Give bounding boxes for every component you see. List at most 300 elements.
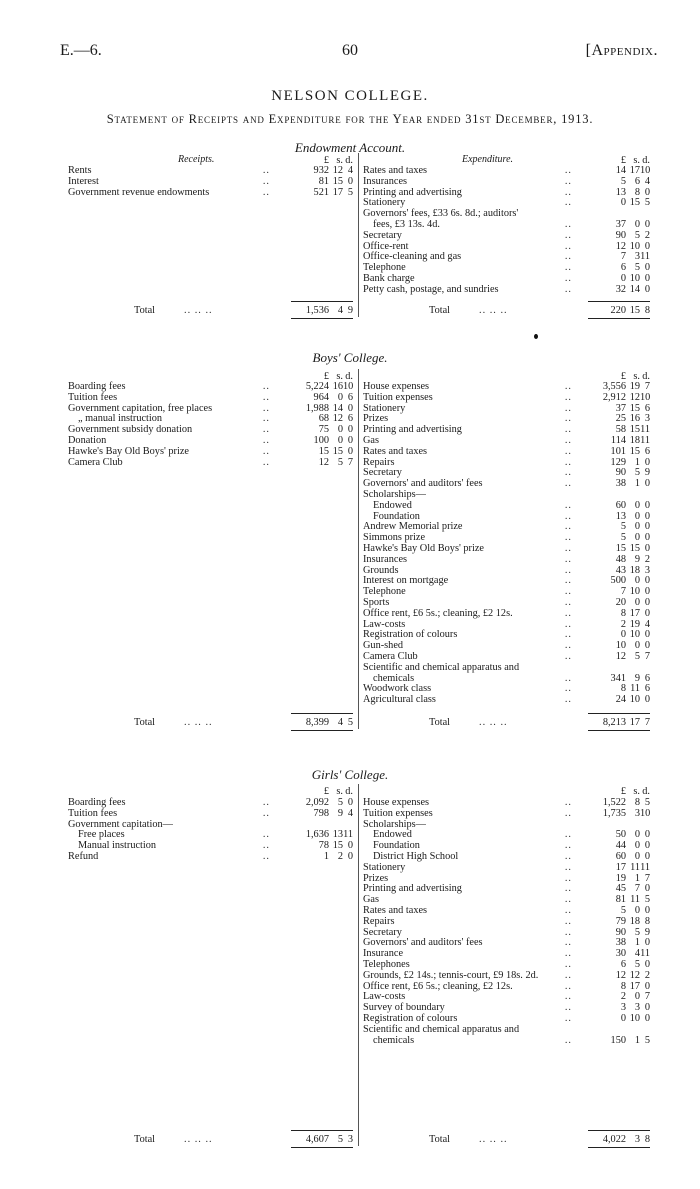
receipt-row-amount [268, 392, 353, 403]
amount-shillings: 4 [634, 948, 640, 960]
leader-dots: .. [564, 1013, 572, 1024]
amount-shillings: 10 [629, 629, 640, 641]
expenditure-row-amount [565, 241, 650, 252]
expenditure-row-amount [565, 413, 650, 424]
leader-dots: .. [564, 640, 572, 652]
receipt-row-amount [268, 413, 353, 424]
amount-shillings: 17 [629, 607, 640, 619]
leader-dots: .. [564, 467, 572, 479]
pence-head: d. [642, 155, 650, 166]
leader-dots: .. [564, 262, 572, 274]
amount-pence: 5 [644, 197, 650, 209]
row-label: Grounds [363, 564, 399, 576]
expenditure-row [363, 683, 572, 694]
expenditure-heading: Expenditure. [462, 154, 514, 165]
amount-pounds: 7 [620, 586, 626, 598]
amount-pounds: 90 [615, 467, 626, 479]
expenditure-row [363, 197, 572, 208]
expenditure-row [363, 413, 572, 424]
leader-dots: .. .. .. [479, 305, 508, 316]
expenditure-row-amount [565, 683, 650, 694]
row-label: Gun-shed [363, 640, 404, 652]
amount-pounds: 19 [615, 872, 626, 884]
expenditure-row-amount [565, 467, 650, 478]
amount-shillings: 15 [629, 305, 640, 316]
amount-pounds: 25 [615, 413, 626, 425]
receipt-row [68, 797, 270, 808]
pounds-head: £ [323, 371, 329, 382]
amount-pence: 3 [347, 1134, 353, 1145]
amount-pounds: 8 [620, 980, 626, 992]
expenditure-row-amount [565, 1024, 650, 1035]
expenditure-row [363, 651, 572, 662]
pounds-head: £ [620, 155, 626, 166]
row-label: Office-cleaning and gas [363, 251, 462, 263]
amount-pounds: 220 [610, 305, 626, 316]
row-label: Stationery [363, 861, 406, 873]
amount-pence: 0 [644, 543, 650, 554]
leader-dots: .. [262, 381, 270, 392]
expenditure-row [363, 640, 572, 651]
amount-pounds: 81 [318, 175, 329, 187]
amount-pence: 0 [644, 829, 650, 841]
expenditure-total-amount [565, 717, 650, 728]
amount-pence: 0 [644, 905, 650, 916]
receipt-row-amount [268, 457, 353, 468]
amount-pence: 0 [644, 1013, 650, 1024]
amount-shillings: 0 [337, 391, 343, 403]
amount-pounds: 2,092 [305, 797, 329, 808]
amount-shillings: 12 [332, 413, 343, 425]
amount-shillings: 0 [634, 575, 640, 587]
amount-shillings: 0 [634, 219, 640, 230]
amount-shillings: 5 [337, 456, 343, 468]
leader-dots: .. [564, 851, 572, 862]
amount-shillings: 0 [634, 532, 640, 544]
page-ref: E.—6. [60, 42, 102, 59]
leader-dots: .. [564, 694, 572, 706]
amount-pounds: 1,988 [305, 402, 329, 414]
ink-dot [534, 334, 538, 339]
expenditure-row [363, 619, 572, 630]
expenditure-row [363, 981, 572, 992]
row-label: House expenses [363, 797, 430, 808]
receipt-row-amount [268, 797, 353, 808]
amount-pence: 0 [644, 694, 650, 706]
expenditure-row [363, 873, 572, 884]
expenditure-row-amount [565, 694, 650, 705]
row-label: chemicals [373, 1034, 415, 1046]
amount-pounds: 2 [620, 618, 626, 630]
receipt-row [68, 851, 270, 862]
expenditure-row-amount [565, 543, 650, 554]
row-label: Telephone [363, 586, 406, 598]
amount-pence: 0 [644, 597, 650, 608]
expenditure-row-amount [565, 392, 650, 403]
receipt-row-amount [268, 187, 353, 198]
expenditure-row [363, 554, 572, 565]
expenditure-row [363, 694, 572, 705]
leader-dots: .. [564, 840, 572, 852]
amount-shillings: 1 [634, 872, 640, 884]
amount-pence: 0 [347, 797, 353, 808]
receipt-row-amount [268, 446, 353, 457]
expenditure-row [363, 521, 572, 532]
leader-dots: .. .. .. [479, 717, 508, 728]
boys-section-title: Boys' College. [312, 350, 388, 365]
amount-shillings: 0 [634, 597, 640, 608]
leader-dots: .. [262, 807, 270, 819]
leader-dots: .. [564, 521, 572, 533]
expenditure-row [363, 208, 572, 219]
amount-pounds: 8 [620, 607, 626, 619]
amount-pounds: 20 [615, 597, 626, 608]
amount-shillings: 12 [629, 391, 640, 403]
column-divider [358, 369, 359, 729]
document-subtitle: Statement of Receipts and Expenditure for the Year ended 31st December, 1913. [106, 112, 594, 126]
receipt-row-amount [268, 165, 353, 176]
amount-pounds: 1 [323, 851, 329, 862]
leader-dots: .. [564, 532, 572, 544]
row-label: Refund [68, 851, 99, 862]
row-label: Bank charge [363, 273, 415, 284]
expenditure-row [363, 262, 572, 273]
amount-shillings: 18 [629, 564, 640, 576]
amount-pence: 2 [644, 553, 650, 565]
leader-dots: .. [564, 510, 572, 522]
expenditure-row [363, 808, 572, 819]
row-label: Free places [78, 829, 125, 841]
total-rule-top [588, 1130, 650, 1131]
amount-pounds: 100 [313, 435, 329, 446]
expenditure-row-amount [565, 797, 650, 808]
amount-pence: 0 [644, 262, 650, 274]
amount-shillings: 4 [337, 717, 343, 728]
receipt-row [68, 435, 270, 446]
amount-shillings: 0 [634, 499, 640, 511]
amount-pounds: 60 [615, 851, 626, 862]
row-label: Boarding fees [68, 381, 126, 392]
amount-pounds: 6 [620, 959, 626, 970]
receipt-row [68, 392, 270, 403]
receipt-row [68, 829, 270, 840]
expenditure-row-amount [565, 959, 650, 970]
amount-pounds: 6 [620, 262, 626, 274]
amount-pence: 5 [644, 894, 650, 906]
expenditure-row [363, 165, 572, 176]
expenditure-row-amount [565, 651, 650, 662]
row-label: Telephones [363, 959, 410, 970]
leader-dots: .. [564, 926, 572, 938]
row-label: Office rent, £6 5s.; cleaning, £2 12s. [363, 607, 513, 619]
amount-shillings: 3 [634, 1002, 640, 1014]
expenditure-row [363, 176, 572, 187]
column-divider [358, 153, 359, 317]
leader-dots: .. [564, 435, 572, 446]
amount-pence: 9 [347, 305, 353, 316]
expenditure-row [363, 489, 572, 500]
expenditure-row-amount [565, 662, 650, 673]
shillings-head: s. [633, 155, 640, 166]
leader-dots: .. [564, 251, 572, 263]
receipt-row-amount [268, 381, 353, 392]
amount-shillings: 1 [634, 1034, 640, 1046]
amount-pounds: 44 [615, 840, 626, 852]
leader-dots: .. [564, 456, 572, 468]
pence-head: d. [642, 371, 650, 382]
row-label: Gas [363, 894, 380, 906]
amount-pounds: 60 [615, 499, 626, 511]
expenditure-row-amount [565, 435, 650, 446]
expenditure-row-amount [565, 575, 650, 586]
leader-dots: .. [262, 402, 270, 414]
leader-dots: .. [262, 797, 270, 808]
row-label: Endowed [373, 499, 412, 511]
expenditure-row-amount [565, 424, 650, 435]
shillings-head: s. [336, 155, 343, 166]
row-label: Woodwork class [363, 683, 432, 695]
row-label: Foundation [373, 510, 420, 522]
leader-dots: .. [262, 391, 270, 403]
amount-pounds: 15 [615, 543, 626, 554]
expenditure-row-amount [565, 1013, 650, 1024]
amount-shillings: 12 [332, 165, 343, 176]
amount-shillings: 16 [332, 381, 343, 392]
amount-shillings: 3 [634, 807, 640, 819]
row-label: Governors' and auditors' fees [363, 478, 483, 490]
receipts-total [134, 1134, 270, 1145]
expenditure-row-amount [565, 927, 650, 938]
leader-dots: .. [564, 807, 572, 819]
expenditure-row [363, 273, 572, 284]
amount-pounds: 12 [615, 240, 626, 252]
amount-pounds: 17 [615, 861, 626, 873]
amount-shillings: 7 [634, 883, 640, 895]
amount-pence: 0 [347, 424, 353, 436]
amount-pence: 6 [347, 391, 353, 403]
row-label: Foundation [373, 840, 420, 852]
expenditure-row [363, 532, 572, 543]
amount-pence: 11 [640, 861, 650, 873]
expenditure-row-amount [565, 208, 650, 219]
amount-shillings: 18 [629, 435, 640, 446]
expenditure-row [363, 230, 572, 241]
amount-pounds: 1,735 [602, 807, 626, 819]
amount-pence: 0 [644, 240, 650, 252]
amount-pounds: 48 [615, 553, 626, 565]
row-label: House expenses [363, 381, 430, 392]
amount-pounds: 75 [318, 424, 329, 436]
expenditure-row-amount [565, 905, 650, 916]
amount-pence: 2 [644, 229, 650, 241]
amount-shillings: 13 [332, 829, 343, 841]
amount-pounds: 81 [615, 894, 626, 906]
expenditure-row-amount [565, 532, 650, 543]
amount-pence: 8 [644, 305, 650, 316]
row-label: District High School [373, 851, 459, 862]
row-label: Scientific and chemical apparatus and [363, 661, 520, 673]
expenditure-row-amount [565, 916, 650, 927]
leader-dots: .. [564, 381, 572, 392]
total-rule-top [588, 301, 650, 302]
amount-pence: 0 [644, 840, 650, 852]
expenditure-row-amount [565, 554, 650, 565]
amount-shillings: 1 [634, 456, 640, 468]
row-label: Scientific and chemical apparatus and [363, 1023, 520, 1035]
amount-pence: 5 [347, 186, 353, 198]
expenditure-row [363, 673, 572, 684]
leader-dots: .. [262, 413, 270, 425]
amount-pounds: 798 [313, 807, 329, 819]
expenditure-row [363, 1024, 572, 1035]
amount-pounds: 3 [620, 1002, 626, 1014]
amount-pounds: 1,536 [305, 305, 329, 316]
shillings-head: s. [633, 786, 640, 797]
expenditure-row-amount [565, 970, 650, 981]
amount-pence: 11 [640, 251, 650, 263]
leader-dots: .. [564, 553, 572, 565]
amount-pence: 6 [644, 402, 650, 414]
amount-shillings: 10 [629, 1013, 640, 1024]
total-label: Total [134, 717, 156, 728]
amount-shillings: 0 [634, 851, 640, 862]
amount-pounds: 5 [620, 905, 626, 916]
leader-dots: .. [564, 672, 572, 684]
amount-pounds: 5 [620, 175, 626, 187]
row-label: Stationery [363, 197, 406, 209]
expenditure-row [363, 457, 572, 468]
receipts-money-head [268, 786, 353, 797]
pence-head: d. [345, 155, 353, 166]
row-label: Endowed [373, 829, 412, 841]
expenditure-row-amount [565, 403, 650, 414]
expenditure-row-amount [565, 489, 650, 500]
row-label: Office-rent [363, 240, 409, 252]
amount-pence: 8 [644, 915, 650, 927]
row-label: Scholarships— [363, 489, 426, 500]
receipt-row [68, 840, 270, 851]
leader-dots: .. [262, 186, 270, 198]
expenditure-row-amount [565, 478, 650, 489]
receipt-row-amount [268, 829, 353, 840]
amount-shillings: 0 [634, 840, 640, 852]
amount-pence: 0 [644, 219, 650, 230]
amount-shillings: 17 [332, 186, 343, 198]
amount-pence: 0 [347, 402, 353, 414]
expenditure-row-amount [565, 381, 650, 392]
leader-dots: .. [564, 564, 572, 576]
total-rule-bottom [291, 730, 353, 731]
amount-shillings: 0 [337, 424, 343, 436]
amount-pence: 8 [644, 1134, 650, 1145]
leader-dots: .. [262, 829, 270, 841]
leader-dots: .. [564, 915, 572, 927]
leader-dots: .. [262, 165, 270, 176]
expenditure-row [363, 241, 572, 252]
leader-dots: .. [564, 586, 572, 598]
receipt-row-amount [268, 840, 353, 851]
amount-pounds: 43 [615, 564, 626, 576]
row-label: Repairs [363, 915, 395, 927]
leader-dots: .. [564, 543, 572, 554]
amount-pence: 0 [644, 478, 650, 490]
expenditure-total-amount [565, 1134, 650, 1145]
amount-shillings: 0 [337, 435, 343, 446]
amount-pounds: 500 [610, 575, 626, 587]
expenditure-row [363, 662, 572, 673]
amount-pence: 6 [644, 672, 650, 684]
row-label: Rates and taxes [363, 445, 428, 457]
amount-pounds: 14 [615, 165, 626, 176]
amount-shillings: 3 [634, 251, 640, 263]
amount-pence: 0 [644, 456, 650, 468]
row-label: Secretary [363, 229, 402, 241]
expenditure-row [363, 1002, 572, 1013]
leader-dots: .. [564, 607, 572, 619]
expenditure-row [363, 894, 572, 905]
expenditure-row-amount [565, 629, 650, 640]
expenditure-row-amount [565, 511, 650, 522]
amount-shillings: 15 [629, 424, 640, 436]
amount-shillings: 11 [630, 683, 640, 695]
amount-pounds: 150 [610, 1034, 626, 1046]
expenditure-row [363, 927, 572, 938]
leader-dots: .. [262, 456, 270, 468]
amount-pounds: 3,556 [602, 381, 626, 392]
amount-pounds: 37 [615, 402, 626, 414]
total-label: Total [429, 305, 451, 316]
amount-shillings: 2 [337, 851, 343, 862]
row-label: Tuition fees [68, 807, 118, 819]
amount-pence: 0 [347, 175, 353, 187]
column-divider [358, 784, 359, 1146]
leader-dots: .. [564, 575, 572, 587]
amount-shillings: 17 [629, 717, 640, 728]
amount-shillings: 9 [634, 553, 640, 565]
row-label: Prizes [363, 872, 389, 884]
leader-dots: .. [564, 1034, 572, 1046]
expenditure-row-amount [565, 1002, 650, 1013]
amount-pounds: 521 [313, 186, 329, 198]
amount-shillings: 14 [629, 283, 640, 295]
amount-pounds: 24 [615, 694, 626, 706]
row-label: fees, £3 13s. 4d. [373, 219, 440, 230]
amount-shillings: 10 [629, 694, 640, 706]
amount-pounds: 0 [620, 629, 626, 641]
expenditure-row [363, 937, 572, 948]
amount-shillings: 8 [634, 797, 640, 808]
expenditure-row [363, 629, 572, 640]
amount-pounds: 2,912 [602, 391, 626, 403]
amount-pence: 0 [347, 435, 353, 446]
expenditure-row [363, 284, 572, 295]
row-label: Government capitation, free places [68, 402, 213, 414]
expenditure-row-amount [565, 862, 650, 873]
leader-dots: .. .. .. [184, 305, 213, 316]
expenditure-row [363, 500, 572, 511]
leader-dots: .. [564, 424, 572, 436]
receipt-row-amount [268, 403, 353, 414]
leader-dots: .. [262, 435, 270, 446]
amount-pounds: 0 [620, 197, 626, 209]
leader-dots: .. [564, 861, 572, 873]
amount-shillings: 5 [634, 926, 640, 938]
expenditure-row-amount [565, 640, 650, 651]
expenditure-total [429, 717, 572, 728]
amount-shillings: 10 [629, 586, 640, 598]
expenditure-row [363, 1013, 572, 1024]
amount-shillings: 3 [634, 1134, 640, 1145]
